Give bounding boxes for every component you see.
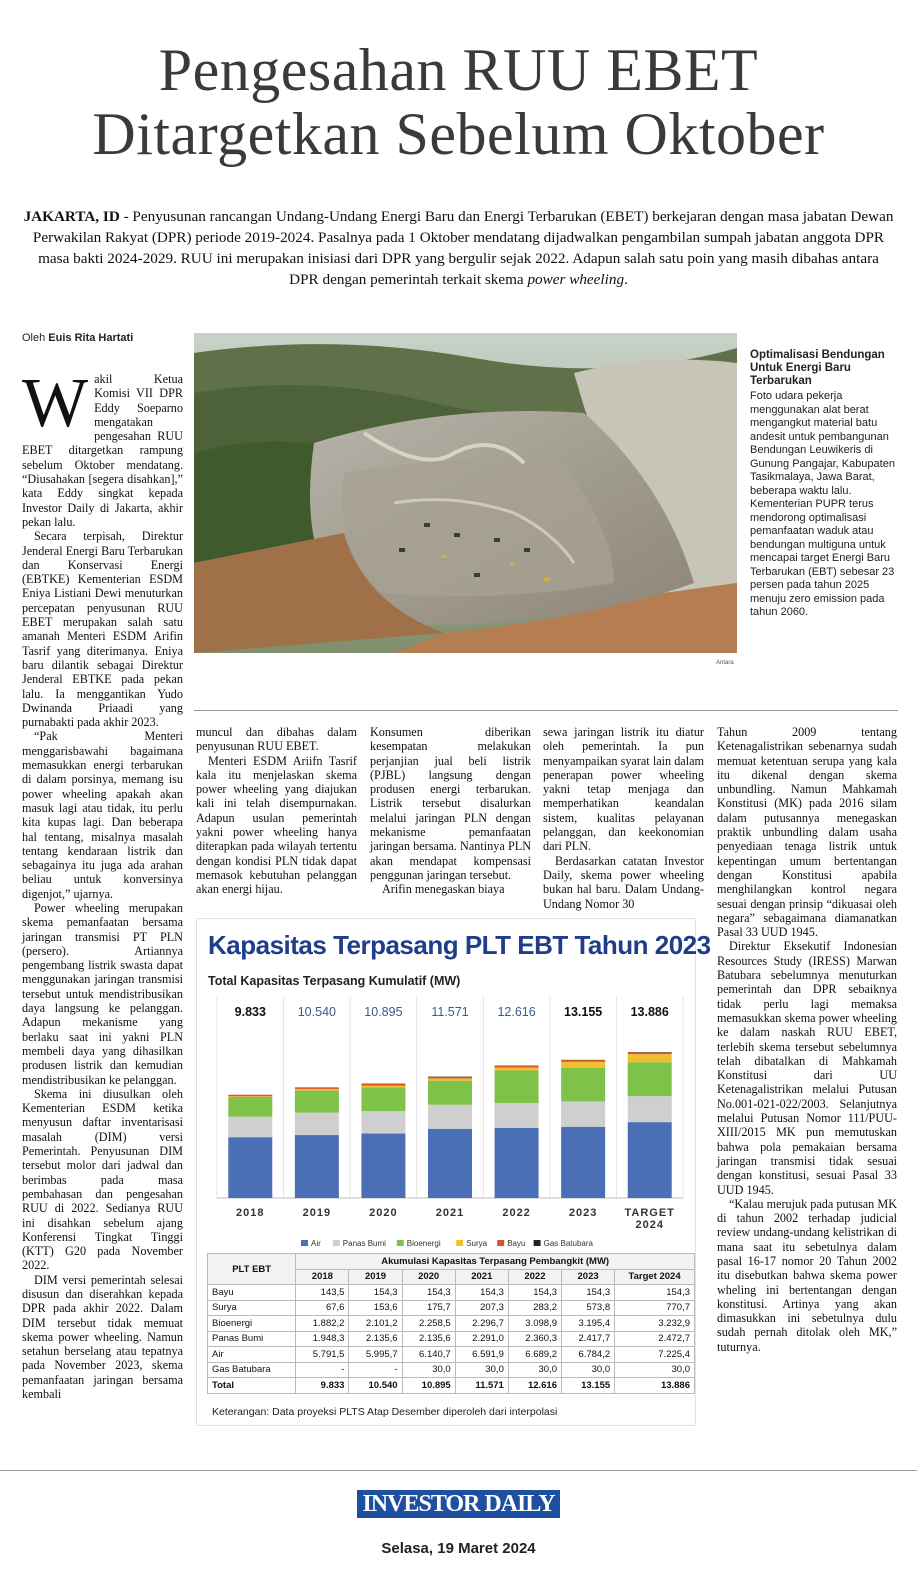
table-cell: 153,6 — [349, 1300, 402, 1316]
article-column-2 — [196, 725, 357, 900]
table-cell: 6.591,9 — [455, 1347, 508, 1363]
table-cell: 3.098,9 — [508, 1316, 561, 1332]
table-row-label: Panas Bumi — [208, 1331, 296, 1347]
bar-segment-bioenergi — [228, 1097, 272, 1117]
table-row — [208, 1300, 695, 1316]
table-cell: 13.155 — [562, 1378, 615, 1394]
legend-swatch — [333, 1240, 340, 1246]
table-cell: 30,0 — [562, 1362, 615, 1378]
table-header-plt: PLT EBT — [208, 1254, 296, 1285]
table-cell: 3.195,4 — [562, 1316, 615, 1332]
legend-swatch — [497, 1240, 504, 1246]
bar-segment-surya — [428, 1078, 472, 1080]
byline — [22, 332, 133, 344]
bar-segment-bioenergi — [495, 1070, 539, 1103]
bar-segment-surya — [361, 1086, 405, 1088]
table-cell: 12.616 — [508, 1378, 561, 1394]
table-header-year: 2023 — [562, 1269, 615, 1285]
photo-credit: Antara — [716, 660, 734, 666]
bar-segment-bayu — [228, 1095, 272, 1097]
table-cell: 11.571 — [455, 1378, 508, 1394]
bar-segment-bayu — [561, 1060, 605, 1062]
table-row-label: Surya — [208, 1300, 296, 1316]
table-cell: 2.291,0 — [455, 1331, 508, 1347]
table-cell: 30,0 — [402, 1362, 455, 1378]
table-cell: 30,0 — [455, 1362, 508, 1378]
table-cell: 30,0 — [508, 1362, 561, 1378]
caption-text: Foto udara pekerja menggunakan alat berat mengangkut material batu andesit untuk pembangunan Bendungan Leuwikeris di Gunung Pangajar, Kabupaten Tasikmalaya, Jawa Barat, beberapa waktu lalu. Kementerian PUPR terus mendorong optimalisasi pemanfaatan waduk atau bendungan multiguna untuk mencapai target Energi Baru Terbarukan (EBT) sebesar 23 persen pada tahun 2025 menuju zero emission pada tahun 2060. — [750, 390, 895, 618]
table-cell: 207,3 — [455, 1300, 508, 1316]
table-cell: 3.232,9 — [615, 1316, 695, 1332]
bar-segment-air — [361, 1134, 405, 1198]
table-header-year: 2020 — [402, 1269, 455, 1285]
quarry-aerial-photo — [194, 333, 737, 653]
table-cell: 154,3 — [562, 1285, 615, 1301]
table-cell: 283,2 — [508, 1300, 561, 1316]
paragraph: akil Ketua Komisi VII DPR Eddy Soeparno mengatakan pengesahan RUU EBET ditargetkan rampung sebelum Oktober mendatang. “Diusahakan [segera disahkan],” kata Eddy singkat kepada Investor Daily di Jakarta, akhir pekan lalu. — [22, 372, 183, 529]
table-cell: 30,0 — [615, 1362, 695, 1378]
issue-date: Selasa, 19 Maret 2024 — [381, 1540, 536, 1557]
bar-segment-surya — [228, 1096, 272, 1097]
bar-segment-bayu — [295, 1087, 339, 1089]
chart-title: Kapasitas Terpasang PLT EBT Tahun 2023 — [208, 930, 711, 960]
total-label: 13.886 — [630, 1005, 669, 1019]
headline-line-2: Ditargetkan Sebelum Oktober — [92, 101, 825, 167]
divider — [194, 710, 898, 711]
table-cell: 1.882,2 — [296, 1316, 349, 1332]
table-cell: 154,3 — [455, 1285, 508, 1301]
article-photo — [194, 333, 737, 653]
bar-segment-panas-bumi — [361, 1111, 405, 1133]
table-cell: 2.417,7 — [562, 1331, 615, 1347]
legend-label: Bayu — [507, 1239, 526, 1248]
table-cell: 154,3 — [402, 1285, 455, 1301]
table-row-label: Air — [208, 1347, 296, 1363]
total-label: 12.616 — [497, 1005, 536, 1019]
category-label: 2021 — [435, 1207, 465, 1219]
bar-segment-surya — [495, 1067, 539, 1070]
article-column-1 — [22, 365, 183, 1437]
table-header-year: 2022 — [508, 1269, 561, 1285]
table-row — [208, 1378, 695, 1394]
table-cell: 573,8 — [562, 1300, 615, 1316]
paragraph: Direktur Eksekutif Indonesian Resources Study (IRESS) Marwan Batubara sebelumnya menuturkan pemerintah dan DPR sebaiknya tidak perlu lagi memaksa memasukkan skema power wheeling ke dalam naskah RUU EBET, terlebih skema tersebut sebelumnya telah dibatalkan di Mahkamah Konstitusi dari UU Ketenagalistrikan melalui Putusan No.001-021-022/2003. Selanjutnya melalui Putusan Nomor 111/PUU-XIII/2015 MK pun memutuskan bahwa pola pemakaian bersama jaringan transmisi tidak sesuai dengan konstitusi, sesuai Pasal 33 UUD 1945. — [717, 939, 897, 1197]
paragraph: Berdasarkan catatan Investor Daily, skema power wheeling bukan hal baru. Dalam Undang-Undang Nomor 30 — [543, 853, 704, 911]
table-cell: 7.225,4 — [615, 1347, 695, 1363]
bar-segment-air — [561, 1127, 605, 1198]
paragraph: Arifin menegaskan biaya — [382, 882, 505, 897]
table-cell: 13.886 — [615, 1378, 695, 1394]
article-column-5 — [717, 725, 897, 1437]
table-cell: 10.895 — [402, 1378, 455, 1394]
category-label: 2022 — [502, 1207, 531, 1219]
table-cell: 5.995,7 — [349, 1347, 402, 1363]
legend-label: Bioenergi — [406, 1239, 441, 1248]
paragraph: Konsumen diberikan kesempatan melakukan perjanjian jual beli listrik (PJBL) langsung dengan produsen energi terbarukan. Listrik tersebut disalurkan melalui jaringan PLN dengan mekanisme pemanfaatan jaringan bersama. Nantinya PLN akan mendapat kompensasi penggunan jaringan tersebut. — [370, 725, 531, 882]
legend-swatch — [534, 1240, 541, 1246]
bar-segment-bioenergi — [428, 1081, 472, 1105]
paragraph: muncul dan dibahas dalam penyusunan RUU EBET. — [196, 725, 357, 754]
bar-segment-bayu — [361, 1084, 405, 1086]
lead-end: . — [624, 271, 628, 288]
table-cell: 154,3 — [508, 1285, 561, 1301]
table-cell: 154,3 — [615, 1285, 695, 1301]
total-label: 11.571 — [431, 1005, 469, 1019]
paragraph: “Pak Menteri menggarisbawahi bagaimana memasukkan energi terbarukan di dalam porsinya, memang isu power wheeling apakah akan masuk lagi atau tidak, itu perlu kita kupas lagi. Dan beberapa hal tentang, misalnya masalah tentang kendaraan listrik dan sebagainya itu juga ada arahan beliau untuk konversinya digenjot,” ujarnya. — [22, 729, 183, 901]
bar-segment-bayu — [428, 1077, 472, 1079]
table-row — [208, 1316, 695, 1332]
bar-segment-panas-bumi — [561, 1101, 605, 1126]
table-cell: 1.948,3 — [296, 1331, 349, 1347]
legend-label: Panas Bumi — [342, 1239, 386, 1248]
table-row-label: Total — [208, 1378, 296, 1394]
bar-segment-surya — [561, 1062, 605, 1068]
bar-segment-air — [628, 1122, 672, 1198]
table-cell: 2.135,6 — [349, 1331, 402, 1347]
bar-segment-panas-bumi — [295, 1113, 339, 1135]
legend-label: Surya — [466, 1239, 488, 1248]
bar-segment-surya — [628, 1054, 672, 1062]
paragraph: Tahun 2009 tentang Ketenagalistrikan sebenarnya sudah memuat ketentuan serupa yang kala itu dikenal dengan skema unbundling. Namun Mahkamah Konstitusi (MK) pada 2016 silam dalam putusannya menegaskan praktik unbundling dalam usaha penyediaan tenaga listrik untuk kepentingan umum bertentangan dengan Konstitusi apabila menghilangkan kontrol negara sesuai dengan prinsip “dikuasai oleh negara” sebagaimana diamanatkan Pasal 33 UUD 1945. — [717, 725, 897, 940]
bar-segment-bioenergi — [295, 1091, 339, 1113]
table-cell: - — [296, 1362, 349, 1378]
total-label: 9.833 — [234, 1005, 266, 1019]
category-label: 2023 — [568, 1207, 598, 1219]
photo-caption — [750, 349, 898, 620]
table-row — [208, 1347, 695, 1363]
table-row — [208, 1362, 695, 1378]
table-cell: 2.135,6 — [402, 1331, 455, 1347]
byline-author: Euis Rita Hartati — [48, 332, 134, 344]
category-label: 2018 — [236, 1207, 265, 1219]
bar-segment-panas-bumi — [628, 1096, 672, 1122]
table-cell: 2.101,2 — [349, 1316, 402, 1332]
caption-title: Optimalisasi Bendungan Untuk Energi Baru Terbarukan — [750, 349, 885, 387]
paragraph: DIM versi pemerintah selesai disusun dan diserahkan kepada DPR pada akhir 2022. Dalam DIM tersebut tidak memuat skema power wheeling. Namun setahun berselang atau tepatnya pada November 2023, skema pemanfaatan jaringan bersama kembali — [22, 1272, 183, 1402]
article-headline — [20, 38, 897, 166]
legend-label: Gas Batubara — [543, 1239, 593, 1248]
article-column-4 — [543, 725, 704, 911]
table-cell: 5.791,5 — [296, 1347, 349, 1363]
paragraph: Skema ini diusulkan oleh Kementerian ESDM ketika menyusun daftar inventarisasi masalah (DIM) versi Pemerintah. Penyusunan DIM tersebut molor dari jadwal dan berimbas pada masa pembahasan dan pengesahan RUU di 2022. Sedianya RUU ini disahkan sebelum ajang Konferensi Tingkat Tinggi (KTT) G20 pada November 2022. — [22, 1086, 183, 1273]
legend-label: Air — [311, 1239, 321, 1248]
dropcap: W — [22, 365, 89, 442]
bar-segment-panas-bumi — [228, 1117, 272, 1137]
category-label: 2020 — [369, 1207, 398, 1219]
table-cell: 2.360,3 — [508, 1331, 561, 1347]
paragraph: Menteri ESDM Ariifn Tasrif kala itu menjelaskan skema power wheeling yang diajukan kali ini telah disempurnakan. Adapun usulan pemerintah yakni power wheeling hanya diterapkan pada wilayah tertentu dengan kondisi PLN tidak dapat memasok kebutuhan pelanggan akan energi hijau. — [196, 753, 357, 897]
table-cell: 6.140,7 — [402, 1347, 455, 1363]
table-cell: 2.472,7 — [615, 1331, 695, 1347]
paragraph: Secara terpisah, Direktur Jenderal Energi Baru Terbarukan dan Konservasi Energi (EBTKE) Kementerian ESDM Eniya Listiani Dewi menuturkan percepatan penyusunan RUU EBET merupakan salah satu amanah Menteri ESDM Arifin Tasrif yang diterimanya. Eniya baru dilantik sebagai Direktur Jenderal EBTKE pada pekan lalu. Ia menggantikan Yudo Dwinanda Priaadi yang purnabakti pada akhir 2023. — [22, 529, 183, 730]
table-row-label: Bayu — [208, 1285, 296, 1301]
byline-prefix: Oleh — [22, 332, 49, 344]
paragraph: “Kalau merujuk pada putusan MK di tahun 2002 terhadap judicial review undang-undang kelistrikan di mana saat itu sebetulnya dalam pasal 16-17 nomor 20 Tahun 2002 itu disebutkan bahwa skema power wheling ini bertentangan dengan konstitusi. Artinya yang akan dimasukkan ini sebetulnya dulu sudah pernah ditolak oleh MK,” tuturnya. — [717, 1196, 897, 1354]
table-cell: 6.689,2 — [508, 1347, 561, 1363]
bar-segment-bayu — [495, 1066, 539, 1068]
bar-segment-air — [295, 1135, 339, 1198]
table-header-group: Akumulasi Kapasitas Terpasang Pembangkit (MW) — [296, 1254, 695, 1270]
bar-segment-panas-bumi — [428, 1105, 472, 1129]
capacity-table — [207, 1253, 695, 1394]
category-label: 2019 — [302, 1207, 332, 1219]
table-cell: 6.784,2 — [562, 1347, 615, 1363]
total-label: 10.895 — [364, 1005, 403, 1019]
article-column-3 — [370, 725, 531, 900]
lead-italic: power wheeling — [527, 271, 625, 288]
bar-segment-air — [495, 1128, 539, 1198]
table-cell: 143,5 — [296, 1285, 349, 1301]
legend-swatch — [397, 1240, 404, 1246]
lead-text: - Penyusunan rancangan Undang-Undang Energi Baru dan Energi Terbarukan (EBET) berkejaran dengan masa jabatan Dewan Perwakilan Rakyat (DPR) periode 2019-2024. Pasalnya pada 1 Oktober mendatang dijadwalkan pengambilan sumpah jabatan anggota DPR masa bakti 2024-2029. RUU ini merupakan inisiasi dari DPR yang bergulir sejak 2022. Adapun salah satu poin yang masih dibahas antara DPR dengan pemerintah terkait skema — [32, 208, 894, 288]
legend-swatch — [456, 1240, 463, 1246]
paragraph: sewa jaringan listrik itu diatur oleh pemerintah. Ia pun menyampaikan syarat lain dalam penerapan power wheeling yakni tetap menjaga dan memperhatikan keandalan sistem, kualitas pelayanan pelanggan, dan keekonomian dari PLN. — [543, 725, 704, 854]
table-cell: 770,7 — [615, 1300, 695, 1316]
table-header-year: 2019 — [349, 1269, 402, 1285]
bar-segment-panas-bumi — [495, 1103, 539, 1128]
article-lead — [22, 206, 895, 290]
bar-segment-bioenergi — [361, 1087, 405, 1111]
table-row-label: Gas Batubara — [208, 1362, 296, 1378]
table-cell: 2.296,7 — [455, 1316, 508, 1332]
bar-segment-bioenergi — [628, 1062, 672, 1096]
bar-segment-bioenergi — [561, 1068, 605, 1102]
bar-segment-air — [428, 1129, 472, 1198]
table-header-year: Target 2024 — [615, 1269, 695, 1285]
bar-segment-surya — [295, 1089, 339, 1091]
table-cell: 175,7 — [402, 1300, 455, 1316]
table-cell: - — [349, 1362, 402, 1378]
table-header-year: 2018 — [296, 1269, 349, 1285]
table-cell: 9.833 — [296, 1378, 349, 1394]
table-note: Keterangan: Data proyeksi PLTS Atap Desember diperoleh dari interpolasi — [212, 1406, 558, 1418]
headline-line-1: Pengesahan RUU EBET — [158, 37, 759, 103]
chart-subtitle: Total Kapasitas Terpasang Kumulatif (MW) — [208, 974, 461, 988]
category-label: 2024 — [635, 1219, 664, 1231]
table-cell: 2.258,5 — [402, 1316, 455, 1332]
publication-logo: INVESTOR DAILY — [357, 1490, 560, 1518]
total-label: 10.540 — [297, 1005, 336, 1019]
paragraph: Power wheeling merupakan skema pemanfaatan bersama jaringan transmisi PT PLN (persero). Artiannya pengembang listrik swasta dapat menggunakan jaringan transmisi tersebut untuk mendistribusikan daya langsung ke pelanggan. Adapun mekanisme yang berlaku saat ini yakni PLN membeli daya yang dihasilkan produsen listrik dan kemudian mendistribusikan ke pelanggan. — [22, 900, 183, 1087]
table-row — [208, 1285, 695, 1301]
table-cell: 154,3 — [349, 1285, 402, 1301]
legend-swatch — [301, 1240, 308, 1246]
bar-segment-bayu — [628, 1053, 672, 1055]
dateline: JAKARTA, ID — [23, 208, 120, 225]
table-header-year: 2021 — [455, 1269, 508, 1285]
table-cell: 67,6 — [296, 1300, 349, 1316]
total-label: 13.155 — [564, 1005, 603, 1019]
bar-segment-air — [228, 1137, 272, 1198]
table-row — [208, 1331, 695, 1347]
stacked-bar-chart — [207, 992, 693, 1250]
table-row-label: Bioenergi — [208, 1316, 296, 1332]
category-label: TARGET — [624, 1207, 675, 1219]
table-cell: 10.540 — [349, 1378, 402, 1394]
footer-divider — [0, 1470, 917, 1471]
